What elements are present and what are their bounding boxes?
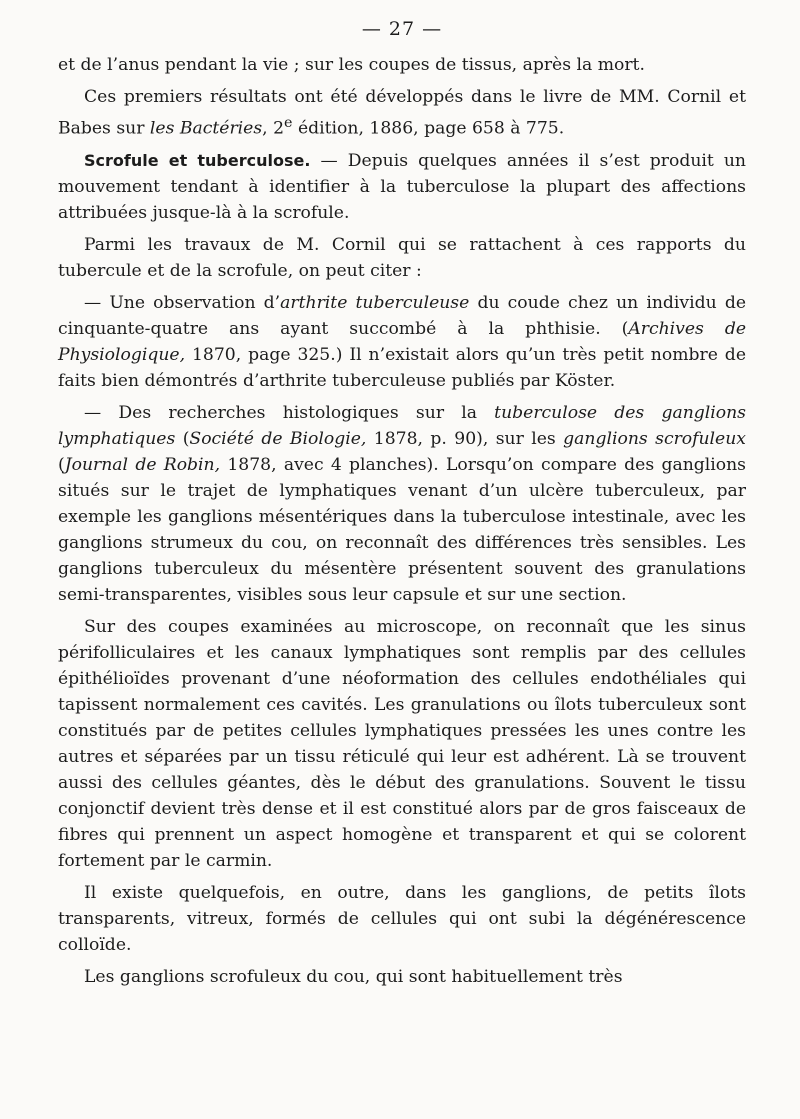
page-number: — 27 — (361, 18, 443, 40)
paragraph-1: et de l’anus pendant la vie ; sur les coupes de tissus, après la mort. (58, 55, 645, 75)
body-text (58, 52, 746, 990)
paragraph-5: — Une observation d’arthrite tuberculeuse du coude chez un individu de cinquante-quatre ans ayant succombé à la phthisie. (Archives de Physiologique, 1870, page 325.) Il n’existait alors qu’un très petit nombre de faits bien démontrés d’arthrite tuberculeuse publiés par Köster. (58, 292, 747, 391)
paragraph-3: Scrofule et tuberculose. — Depuis quelques années il s’est produit un mouvement tendant à identifier à la tuberculose la plupart des affections attribuées jusque-là à la scrofule. (58, 150, 746, 223)
paragraph-7: Sur des coupes examinées au microscope, on reconnaît que les sinus périfolliculaires et les canaux lymphatiques sont remplis par des cellules épithélioïdes provenant d’une néoformation des cellules endothéliales qui tapissent normalement ces cavités. Les granulations ou îlots tuberculeux sont constitués par de petites cellules lymphatiques pressées les unes contre les autres et séparées par un tissu réticulé qui leur est adhérent. Là se trouvent aussi des cellules géantes, dès le début des granulations. Souvent le tissu conjonctif devient très dense et il est constitué alors par de gros faisceaux de fibres qui prennent un aspect homogène et transparent et qui se colorent fortement par le carmin. (58, 616, 746, 871)
book-title: les Bactéries (149, 118, 263, 139)
paragraph-6: — Des recherches histologiques sur la tuberculose des ganglions lymphatiques (Société de Biologie, 1878, p. 90), sur les ganglions scrofuleux (Journal de Robin, 1878, avec 4 planches). Lorsqu’on compare des ganglions situés sur le trajet de lymphatiques venant d’un ulcère tuberculeux, par exemple les ganglions mésentériques dans la tuberculose intestinale, avec les ganglions strumeux du cou, on reconnaît des différences très sensibles. Les ganglions tuberculeux du mésentère présentent souvent des granulations semi-transparentes, visibles sous leur capsule et sur une section. (58, 402, 746, 605)
section-heading: Scrofule et tuberculose. (84, 150, 311, 170)
paragraph-2: Ces premiers résultats ont été développés dans le livre de MM. Cornil et Babes sur les Bactéries, 2e édition, 1886, page 658 à 775. (58, 87, 746, 139)
paragraph-9: Les ganglions scrofuleux du cou, qui sont habituellement très (84, 966, 623, 987)
paragraph-4: Parmi les travaux de M. Cornil qui se rattachent à ces rapports du tubercule et de la scrofule, on peut citer : (58, 234, 746, 281)
paragraph-8: Il existe quelquefois, en outre, dans les ganglions, de petits îlots transparents, vitreux, formés de cellules qui ont subi la dégénérescence colloïde. (58, 882, 746, 955)
